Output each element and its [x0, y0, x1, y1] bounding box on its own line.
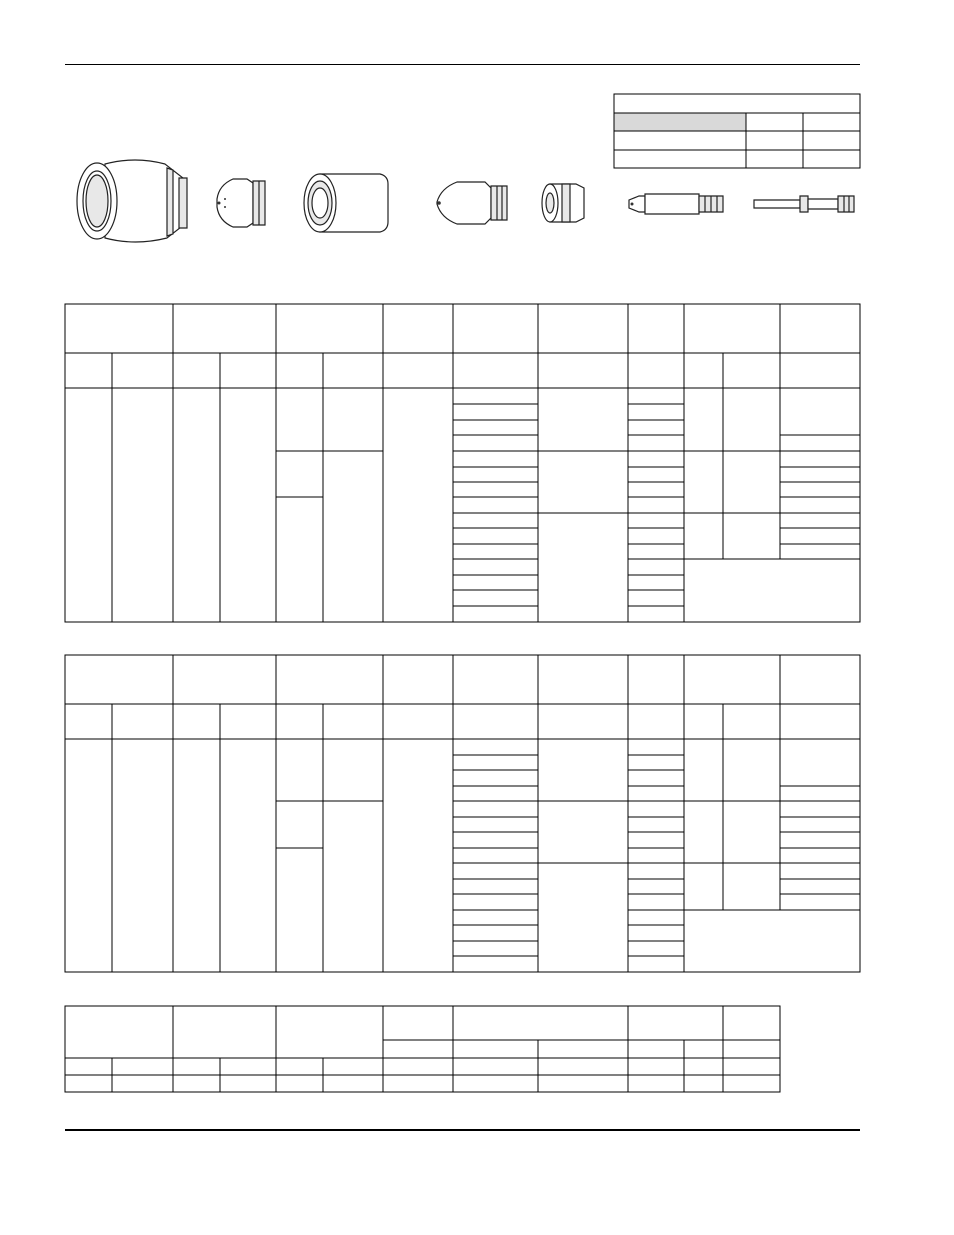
bottom-rule	[65, 1129, 860, 1131]
cut-table-1	[65, 304, 860, 622]
cut-table-3	[65, 1006, 780, 1092]
legend-table	[614, 94, 860, 168]
cut-table-2	[65, 655, 860, 972]
